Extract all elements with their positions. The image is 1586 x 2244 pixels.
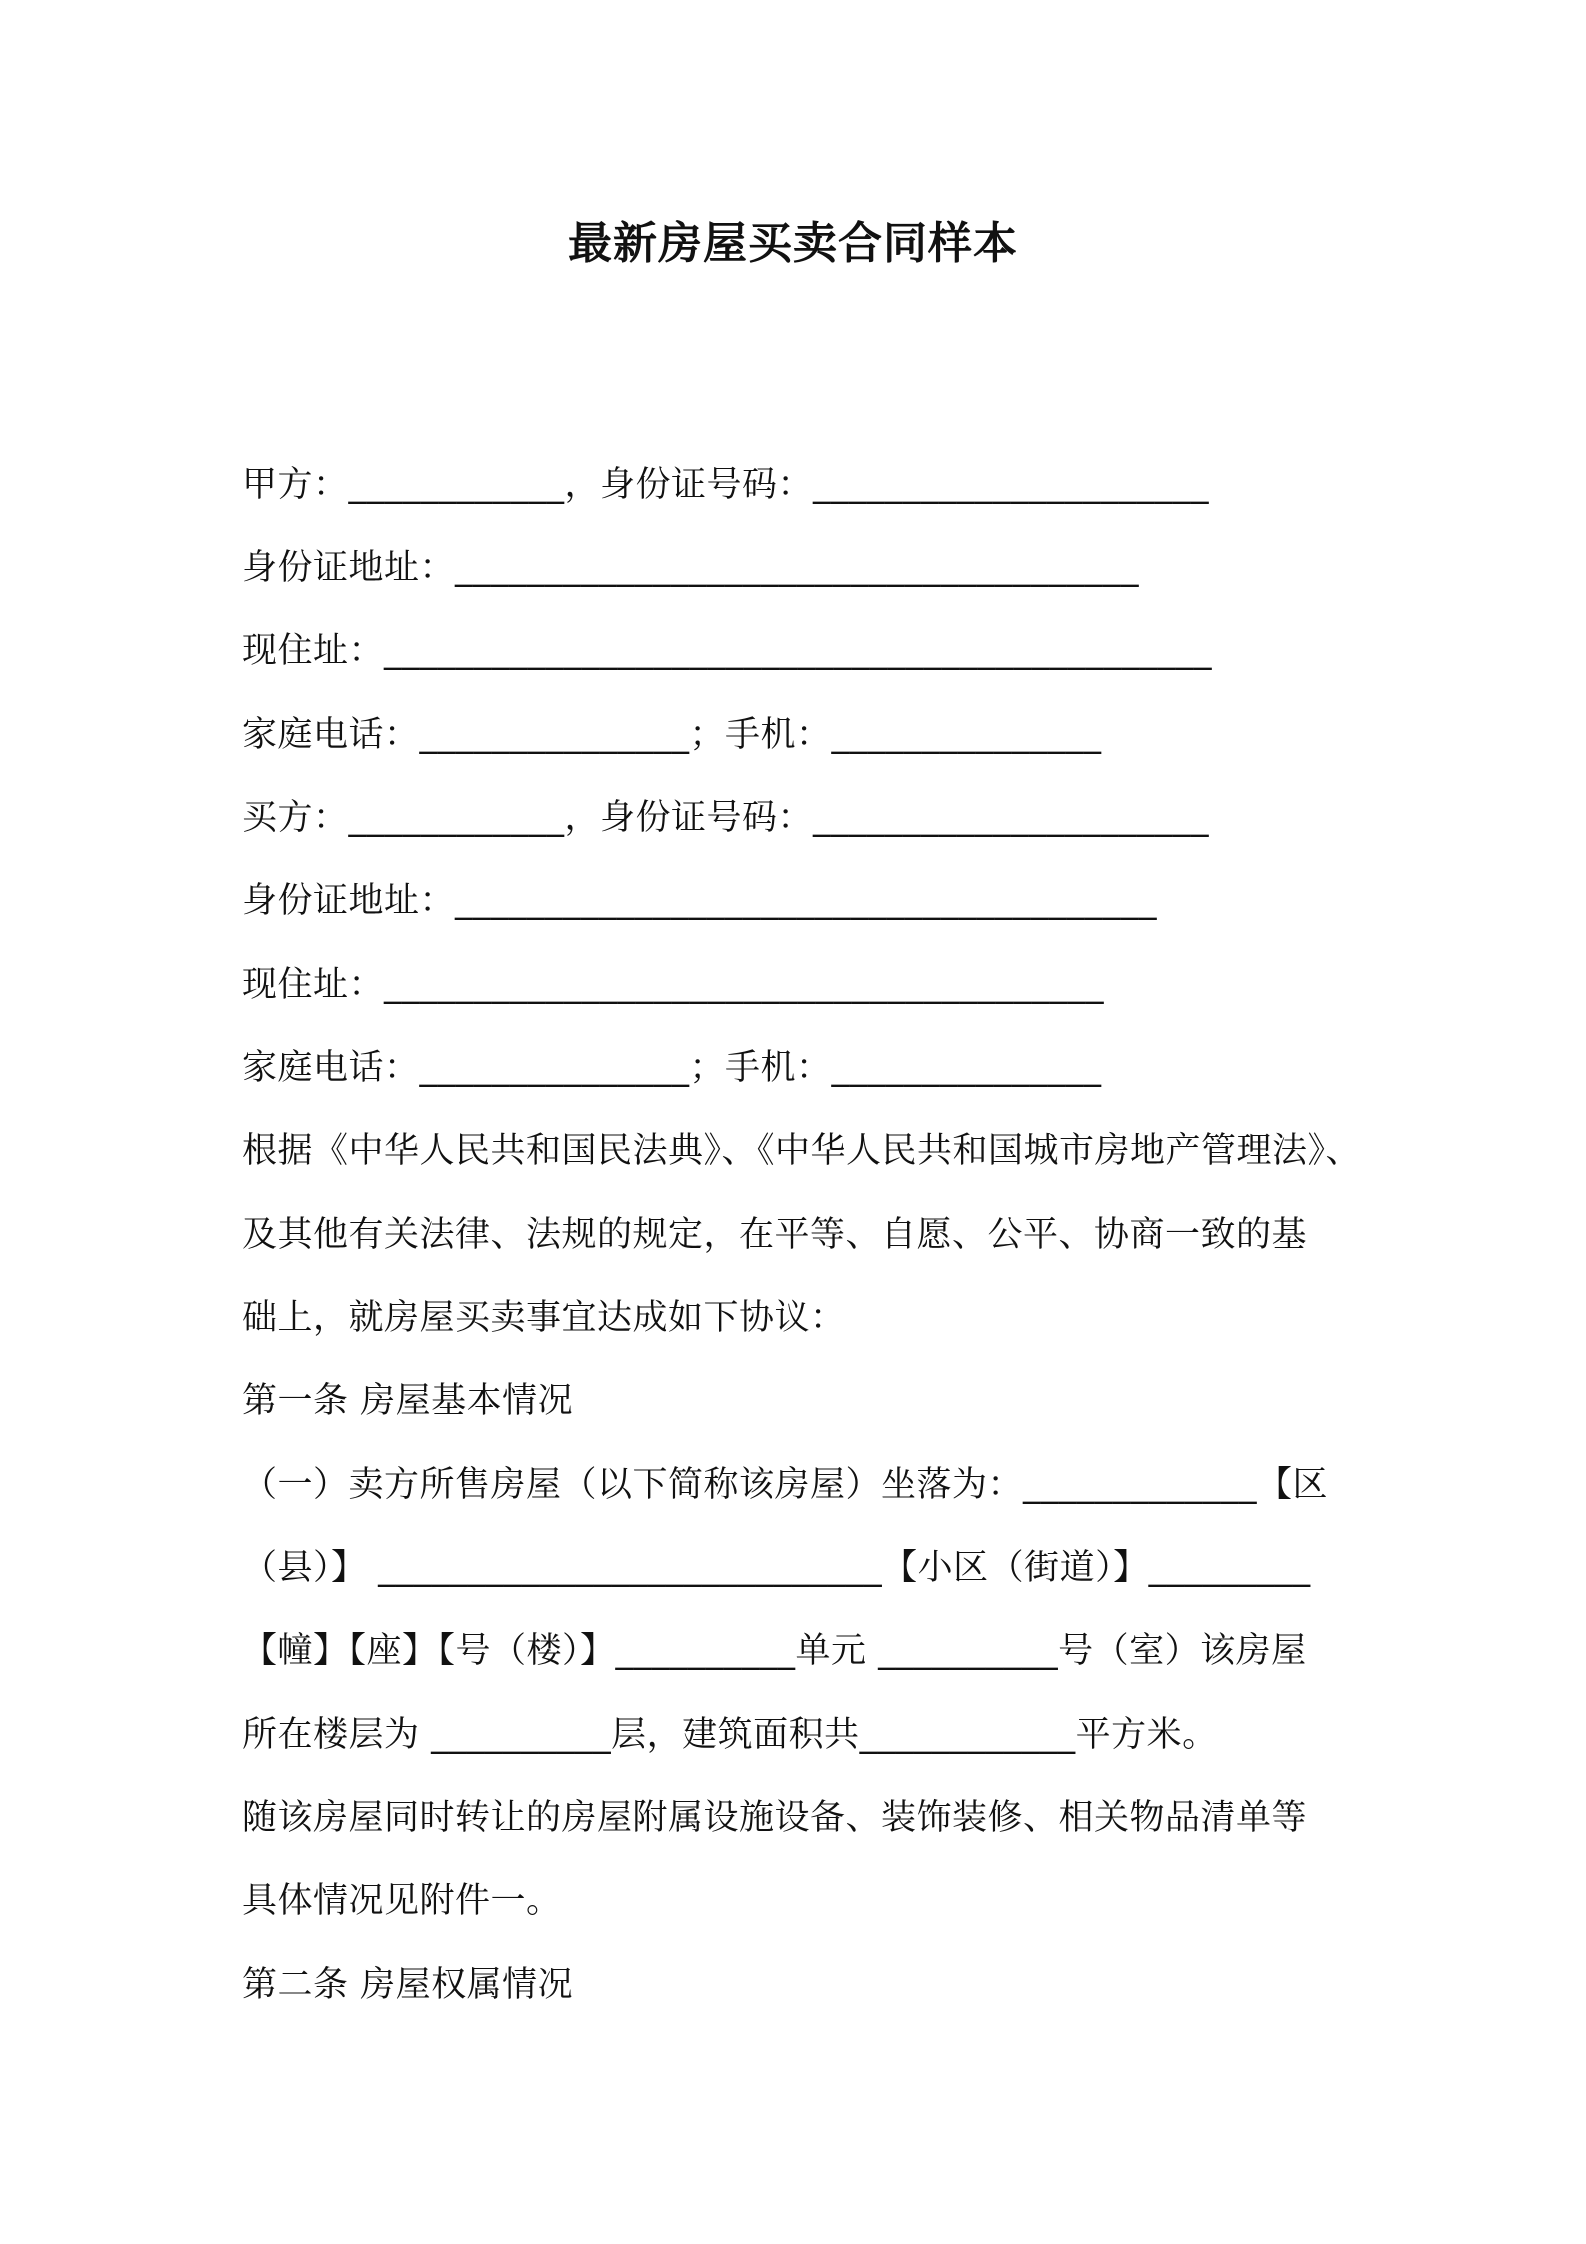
attachment-note-line-2: 具体情况见附件一。 (242, 1881, 562, 1921)
article-2-heading: 第二条 房屋权属情况 (242, 1965, 574, 2005)
buyer-current-address-line: 现住址：________________________________________ (242, 965, 1105, 1005)
article-1-clause-line-1: （一）卖方所售房屋（以下简称该房屋）坐落为：_____________【区 (242, 1465, 1329, 1505)
seller-id-address-line: 身份证地址：______________________________________ (242, 548, 1140, 588)
buyer-id-address-line: 身份证地址：_______________________________________ (242, 881, 1158, 921)
preamble-line-3: 础上，就房屋买卖事宜达成如下协议： (242, 1298, 846, 1338)
document-title: 最新房屋买卖合同样本 (568, 218, 1018, 269)
article-1-clause-line-3: 【幢】【座】【号（楼）】__________单元 __________号（室）该房屋 (242, 1631, 1307, 1671)
preamble-line-1: 根据《中华人民共和国民法典》、《中华人民共和国城市房地产管理法》、 (242, 1131, 1362, 1171)
seller-phone-line: 家庭电话：_______________；手机：_______________ (242, 715, 1102, 755)
article-1-clause-line-2: （县）】 ____________________________【小区（街道）】_________ (242, 1548, 1311, 1588)
article-1-heading: 第一条 房屋基本情况 (242, 1381, 574, 1421)
preamble-line-2: 及其他有关法律、法规的规定，在平等、自愿、公平、协商一致的基 (242, 1215, 1308, 1255)
article-1-clause-line-4: 所在楼层为 __________层，建筑面积共____________平方米。 (242, 1715, 1218, 1755)
seller-name-id-line: 甲方：____________，身份证号码：______________________ (242, 465, 1210, 505)
buyer-name-id-line: 买方：____________，身份证号码：______________________ (242, 798, 1210, 838)
attachment-note-line-1: 随该房屋同时转让的房屋附属设施设备、装饰装修、相关物品清单等 (242, 1798, 1308, 1838)
buyer-phone-line: 家庭电话：_______________；手机：_______________ (242, 1048, 1102, 1088)
seller-current-address-line: 现住址：______________________________________________ (242, 631, 1213, 671)
